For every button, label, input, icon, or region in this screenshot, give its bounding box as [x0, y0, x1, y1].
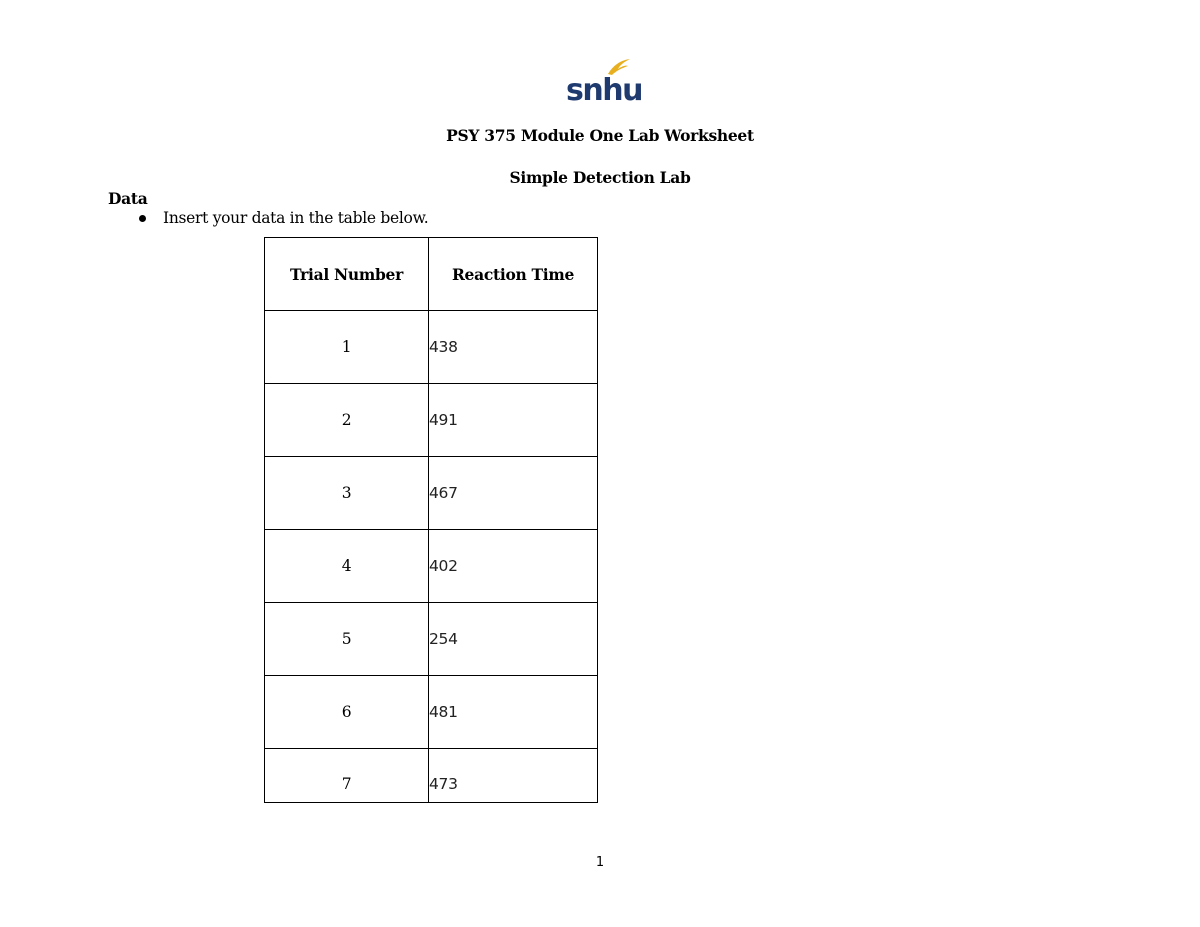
snhu-logo — [564, 56, 642, 108]
trial-number-cell[interactable]: 3 — [265, 457, 429, 530]
page-number: 1 — [595, 855, 605, 870]
column-header-trial-number: Trial Number — [265, 238, 429, 311]
table-row — [265, 603, 598, 676]
table-row — [265, 749, 598, 803]
trial-number-cell[interactable]: 7 — [265, 749, 429, 803]
table-row — [265, 384, 598, 457]
column-header-reaction-time: Reaction Time — [429, 238, 598, 311]
svg-text:snhu: snhu — [566, 73, 642, 108]
reaction-time-cell[interactable]: 473 — [429, 749, 598, 803]
section-heading: Data — [108, 189, 148, 208]
reaction-time-cell[interactable]: 467 — [429, 457, 598, 530]
trial-number-cell[interactable]: 6 — [265, 676, 429, 749]
table-row — [265, 676, 598, 749]
document-subtitle: Simple Detection Lab — [509, 168, 691, 187]
reaction-time-cell[interactable]: 481 — [429, 676, 598, 749]
data-table — [264, 237, 598, 803]
bullet-icon — [139, 215, 146, 222]
reaction-time-cell[interactable]: 491 — [429, 384, 598, 457]
trial-number-cell[interactable]: 5 — [265, 603, 429, 676]
instruction-text: Insert your data in the table below. — [163, 209, 429, 227]
instruction-bullet — [139, 209, 428, 227]
reaction-time-cell[interactable]: 402 — [429, 530, 598, 603]
table-row — [265, 530, 598, 603]
reaction-time-cell[interactable]: 438 — [429, 311, 598, 384]
trial-number-cell[interactable]: 1 — [265, 311, 429, 384]
table-header-row — [265, 238, 598, 311]
document-title: PSY 375 Module One Lab Worksheet — [446, 126, 754, 145]
reaction-time-cell[interactable]: 254 — [429, 603, 598, 676]
trial-number-cell[interactable]: 4 — [265, 530, 429, 603]
table-row — [265, 457, 598, 530]
trial-number-cell[interactable]: 2 — [265, 384, 429, 457]
table-row — [265, 311, 598, 384]
